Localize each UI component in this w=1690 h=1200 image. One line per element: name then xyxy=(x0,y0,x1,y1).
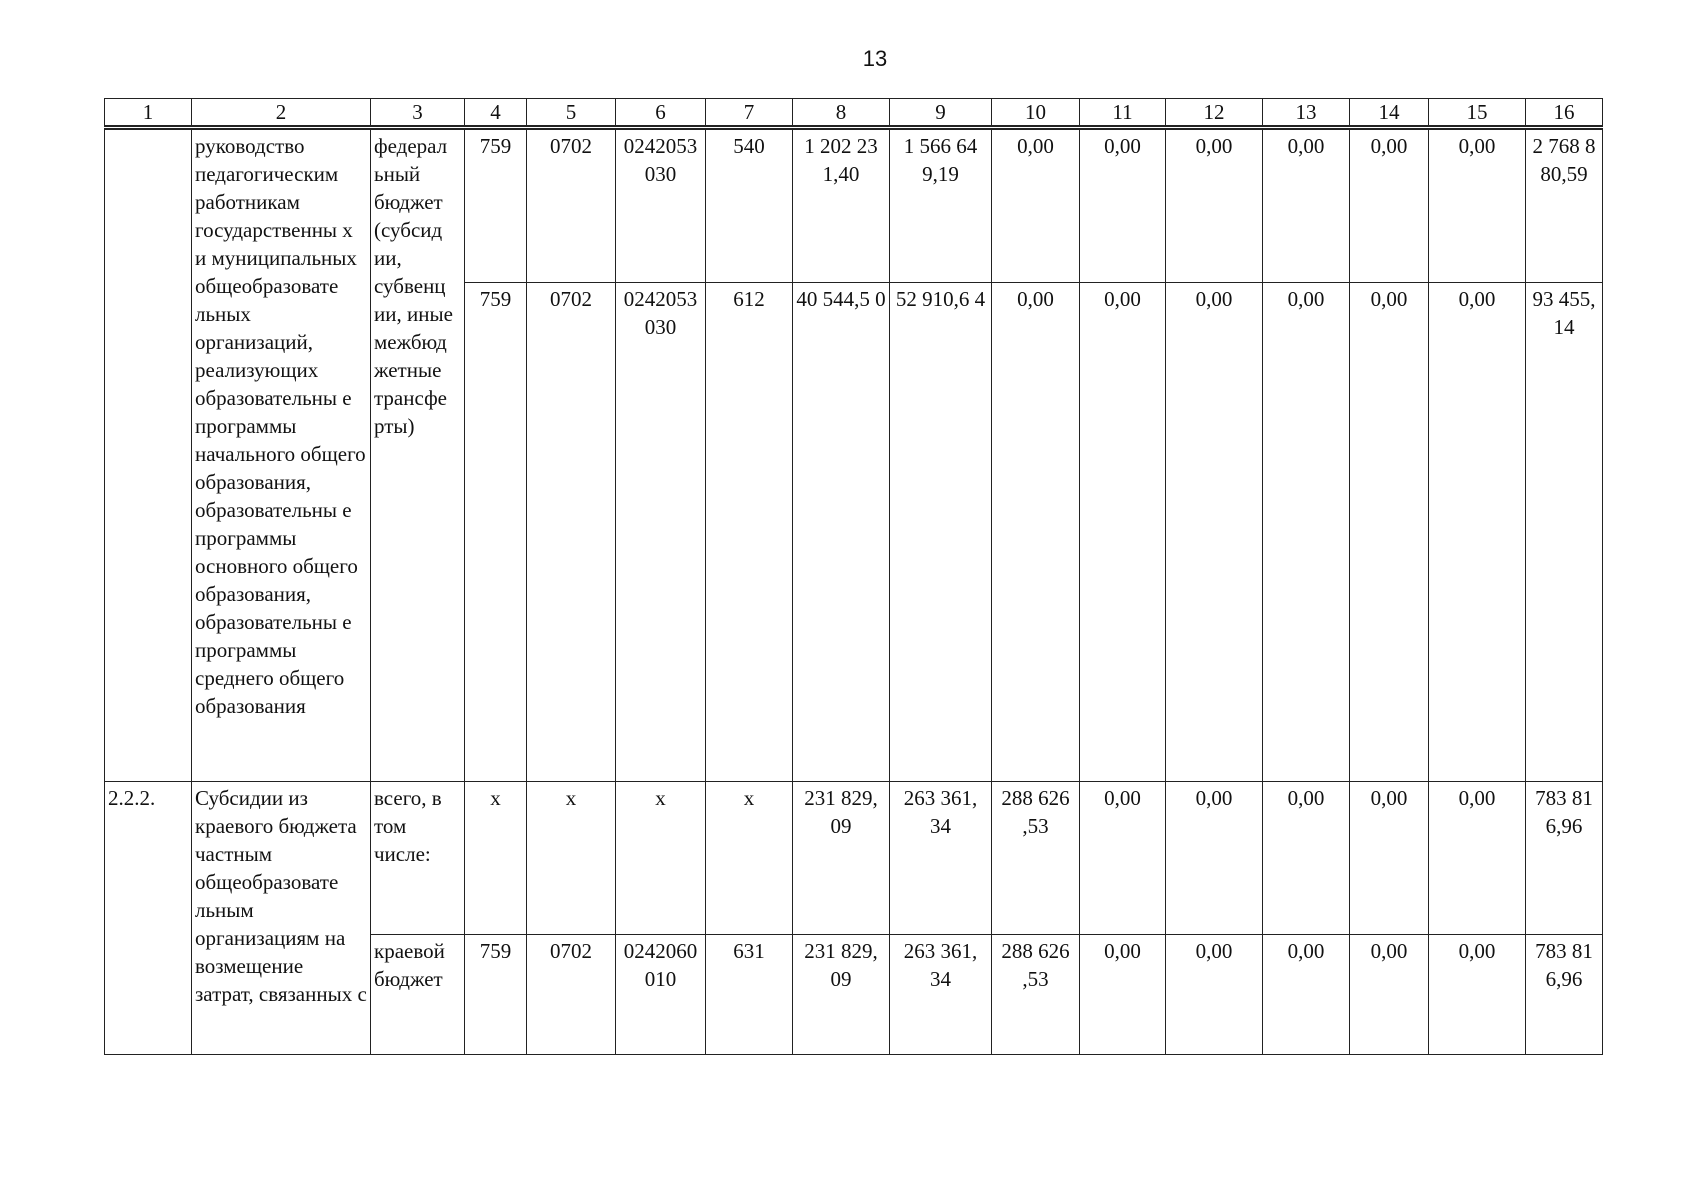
row-number-cell: 2.2.2. xyxy=(105,782,192,1055)
amount-cell: 0,00 xyxy=(1080,283,1166,782)
section-code: х xyxy=(527,782,616,935)
amount-cell: 0,00 xyxy=(1166,283,1263,782)
amount-cell: 0,00 xyxy=(992,283,1080,782)
amount-cell: 231 829, 09 xyxy=(793,935,890,1055)
amount-cell: 231 829, 09 xyxy=(793,782,890,935)
amount-cell: 0,00 xyxy=(1263,283,1350,782)
grbs-code: х xyxy=(465,782,527,935)
col-header: 4 xyxy=(465,99,527,128)
grbs-code: 759 xyxy=(465,128,527,283)
target-article-code: 0242053 030 xyxy=(616,283,706,782)
event-name-cell: руководство педагогическим работникам государственны х и муниципальных общеобразовате льных организаций, реализующих образовательны е программы начального общего образования, образовательны е программы основного общего образования, образовательны е программы среднего общего образования xyxy=(192,128,371,782)
amount-cell: 0,00 xyxy=(1350,782,1429,935)
section-code: 0702 xyxy=(527,935,616,1055)
expense-type-code: 612 xyxy=(706,283,793,782)
amount-cell: 288 626 ,53 xyxy=(992,782,1080,935)
funding-source-cell: краевой бюджет xyxy=(371,935,465,1055)
amount-cell: 0,00 xyxy=(1166,128,1263,283)
funding-source-cell: федерал ьный бюджет (субсид ии, субвенц ии, иные межбюд жетные трансфе рты) xyxy=(371,128,465,782)
amount-cell: 0,00 xyxy=(1166,935,1263,1055)
amount-cell: 0,00 xyxy=(1166,782,1263,935)
amount-cell: 0,00 xyxy=(1080,935,1166,1055)
col-header: 13 xyxy=(1263,99,1350,128)
expense-type-code: 540 xyxy=(706,128,793,283)
amount-cell: 0,00 xyxy=(1350,128,1429,283)
amount-cell: 263 361, 34 xyxy=(890,782,992,935)
amount-cell: 0,00 xyxy=(1080,128,1166,283)
table-row xyxy=(105,128,1603,283)
funding-source-cell: всего, в том числе: xyxy=(371,782,465,935)
col-header: 16 xyxy=(1526,99,1603,128)
amount-cell: 40 544,5 0 xyxy=(793,283,890,782)
amount-cell: 0,00 xyxy=(1350,283,1429,782)
event-name-cell: Субсидии из краевого бюджета частным общеобразовате льным организациям на возмещение затрат, связанных с xyxy=(192,782,371,1055)
row-number-cell xyxy=(105,128,192,782)
amount-cell: 0,00 xyxy=(1429,283,1526,782)
section-code: 0702 xyxy=(527,128,616,283)
amount-cell: 0,00 xyxy=(1080,782,1166,935)
page-number: 13 xyxy=(862,46,888,71)
col-header: 3 xyxy=(371,99,465,128)
target-article-code: 0242060 010 xyxy=(616,935,706,1055)
grbs-code: 759 xyxy=(465,935,527,1055)
col-header: 6 xyxy=(616,99,706,128)
col-header: 1 xyxy=(105,99,192,128)
amount-cell: 0,00 xyxy=(1429,128,1526,283)
total-cell: 783 81 6,96 xyxy=(1526,782,1603,935)
amount-cell: 0,00 xyxy=(1263,782,1350,935)
expense-type-code: 631 xyxy=(706,935,793,1055)
amount-cell: 0,00 xyxy=(1350,935,1429,1055)
col-header: 9 xyxy=(890,99,992,128)
amount-cell: 288 626 ,53 xyxy=(992,935,1080,1055)
col-header: 11 xyxy=(1080,99,1166,128)
table-row xyxy=(105,782,1603,935)
amount-cell: 1 202 23 1,40 xyxy=(793,128,890,283)
grbs-code: 759 xyxy=(465,283,527,782)
col-header: 10 xyxy=(992,99,1080,128)
target-article-code: 0242053 030 xyxy=(616,128,706,283)
col-header: 14 xyxy=(1350,99,1429,128)
amount-cell: 263 361, 34 xyxy=(890,935,992,1055)
amount-cell: 0,00 xyxy=(1263,128,1350,283)
target-article-code: х xyxy=(616,782,706,935)
section-code: 0702 xyxy=(527,283,616,782)
amount-cell: 1 566 64 9,19 xyxy=(890,128,992,283)
total-cell: 783 81 6,96 xyxy=(1526,935,1603,1055)
amount-cell: 0,00 xyxy=(1263,935,1350,1055)
total-cell: 93 455, 14 xyxy=(1526,283,1603,782)
amount-cell: 0,00 xyxy=(992,128,1080,283)
col-header: 5 xyxy=(527,99,616,128)
col-header: 2 xyxy=(192,99,371,128)
amount-cell: 0,00 xyxy=(1429,782,1526,935)
col-header: 7 xyxy=(706,99,793,128)
budget-table xyxy=(104,98,1603,1055)
col-header: 15 xyxy=(1429,99,1526,128)
expense-type-code: х xyxy=(706,782,793,935)
amount-cell: 0,00 xyxy=(1429,935,1526,1055)
col-header: 8 xyxy=(793,99,890,128)
column-number-row xyxy=(105,99,1603,128)
col-header: 12 xyxy=(1166,99,1263,128)
total-cell: 2 768 8 80,59 xyxy=(1526,128,1603,283)
amount-cell: 52 910,6 4 xyxy=(890,283,992,782)
